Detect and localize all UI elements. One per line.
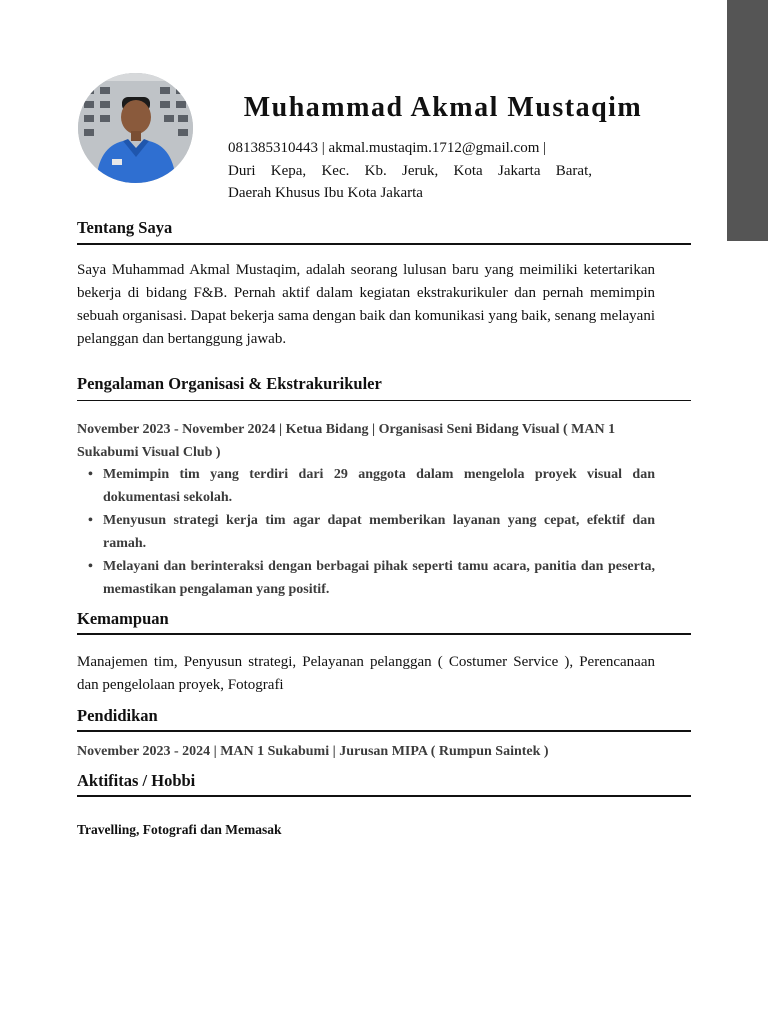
section-divider <box>77 795 691 797</box>
list-item <box>77 463 655 509</box>
bullet-text: Menyusun strategi kerja tim agar dapat memberikan layanan yang cepat, efektif dan ramah. <box>103 513 655 551</box>
list-item <box>77 555 655 601</box>
bullet-icon: • <box>88 467 93 482</box>
section-divider <box>77 243 691 245</box>
profile-photo <box>78 73 193 183</box>
section-title-education: Pendidikan <box>77 706 158 725</box>
bullet-icon: • <box>88 513 93 528</box>
section-divider <box>77 633 691 635</box>
hobbies-text: Travelling, Fotografi dan Memasak <box>77 822 282 837</box>
address-line-2: Daerah Khusus Ibu Kota Jakarta <box>228 185 423 201</box>
contact-block <box>228 137 592 205</box>
skills-text: Manajemen tim, Penyusun strategi, Pelayanan pelanggan ( Costumer Service ), Perencanaan dan pengelolaan proyek, Fotografi <box>77 654 655 693</box>
scrollbar-thumb[interactable] <box>727 0 768 241</box>
section-title-hobbies: Aktifitas / Hobbi <box>77 771 196 790</box>
organization-heading: November 2023 - November 2024 | Ketua Bidang | Organisasi Seni Bidang Visual ( MAN 1 Sukabumi Visual Club ) <box>77 422 616 460</box>
bullet-text: Melayani dan berinteraksi dengan berbagai pihak seperti tamu acara, panitia dan peserta, memastikan pengalaman yang positif. <box>103 559 655 597</box>
address-line-1: Duri Kepa, Kec. Kb. Jeruk, Kota Jakarta Barat, <box>228 162 592 179</box>
about-text: Saya Muhammad Akmal Mustaqim, adalah seorang lulusan baru yang meimiliki ketertarikan bekerja di bidang F&B. Pernah aktif dalam kegiatan ekstrakurikuler dan pernah memimpin sebuah organisasi. Dapat bekerja sama dengan baik dan komunikasi yang baik, senang melayani pelanggan dan bertanggung jawab. <box>77 262 655 347</box>
education-entry: November 2023 - 2024 | MAN 1 Sukabumi | Jurusan MIPA ( Rumpun Saintek ) <box>77 744 549 759</box>
section-title-skills: Kemampuan <box>77 609 169 628</box>
organization-bullet-list <box>77 463 655 601</box>
contact-phone-email: 081385310443 | akmal.mustaqim.1712@gmail.com | <box>228 140 547 156</box>
candidate-name: Muhammad Akmal Mustaqim <box>243 92 643 123</box>
section-title-organization: Pengalaman Organisasi & Ekstrakurikuler <box>77 374 382 393</box>
section-divider <box>77 400 691 401</box>
bullet-icon: • <box>88 559 93 574</box>
bullet-text: Memimpin tim yang terdiri dari 29 anggota dalam mengelola proyek visual dan dokumentasi sekolah. <box>103 467 655 505</box>
section-title-about: Tentang Saya <box>77 218 173 237</box>
list-item <box>77 509 655 555</box>
section-divider <box>77 730 691 732</box>
profile-photo-illustration <box>78 73 193 183</box>
